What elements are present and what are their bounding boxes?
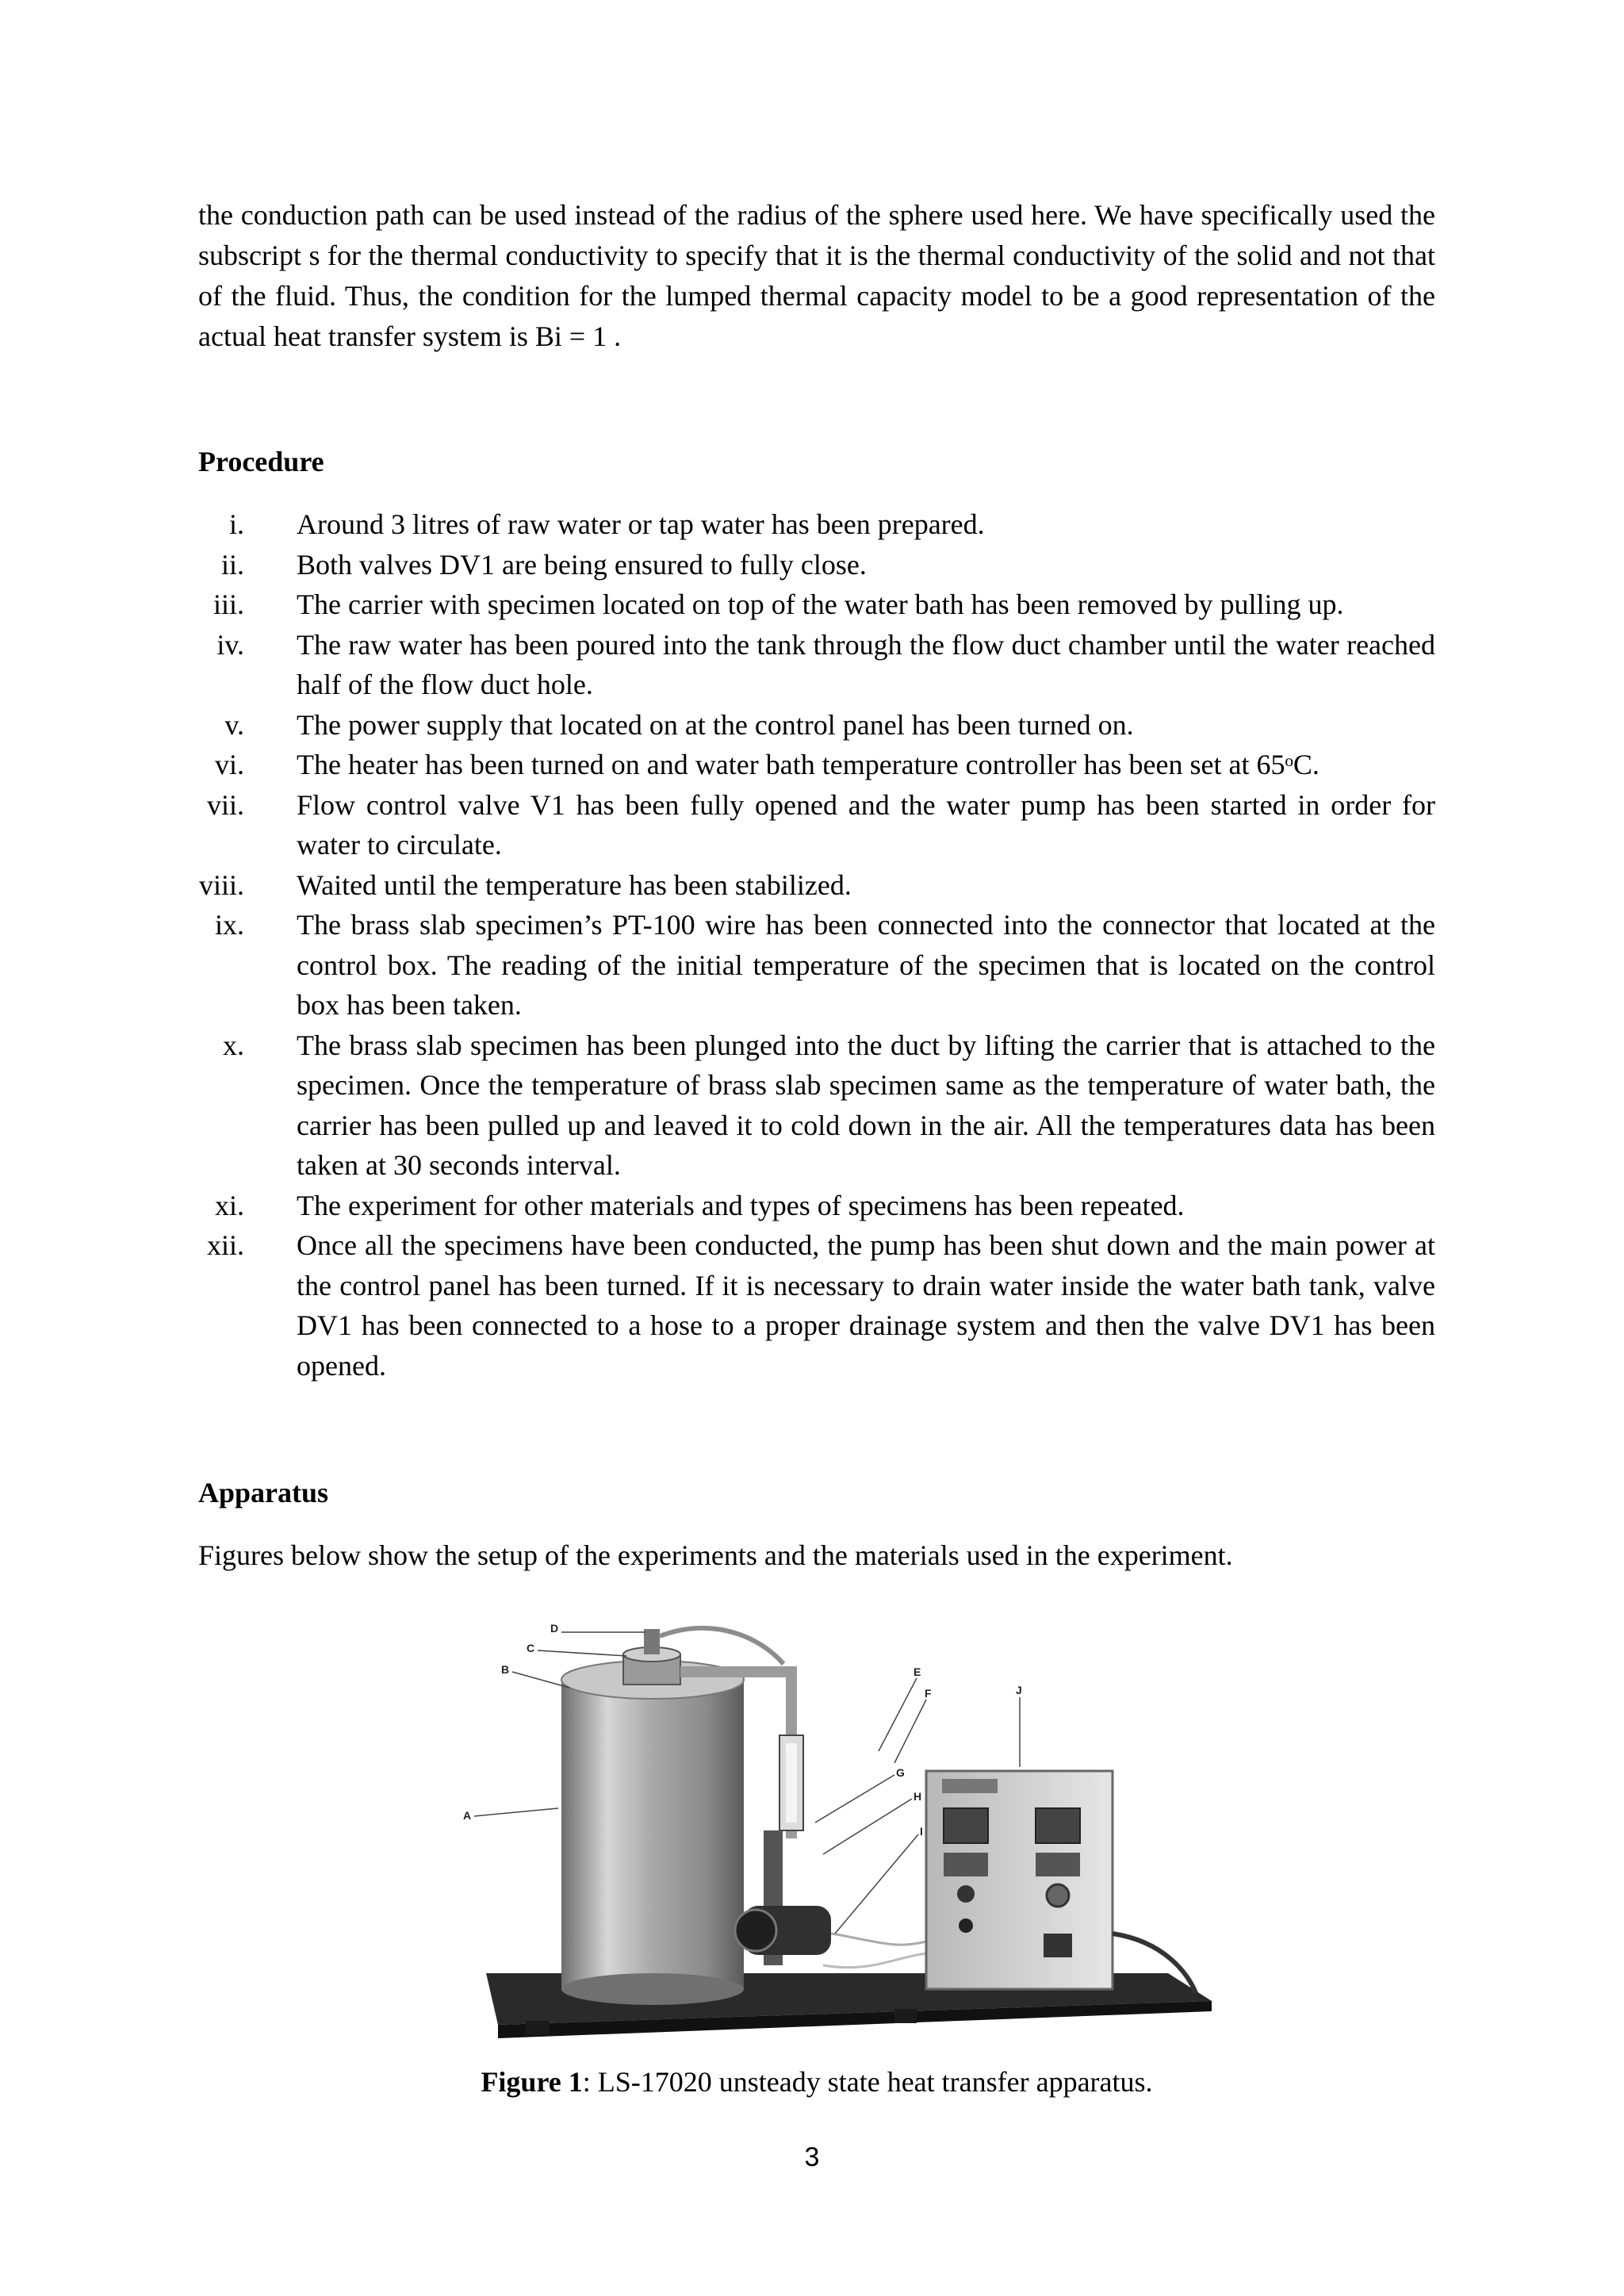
figure-label: C [527,1642,535,1654]
figure-label: A [463,1809,472,1822]
step-number: x. [223,1029,244,1061]
figure-label: I [920,1825,923,1838]
procedure-step [198,1225,1435,1386]
procedure-list [198,504,1435,1386]
temperature-controller-1 [944,1808,988,1843]
procedure-step [198,1186,1435,1226]
step-text: Both valves DV1 are being ensured to fully close. [297,548,867,581]
procedure-step [198,545,1435,585]
step-number: viii. [198,868,244,901]
procedure-step [198,504,1435,545]
step-number: i. [228,508,244,540]
step-text: The heater has been turned on and water bath temperature controller has been set at 65ᵒC. [297,749,1320,780]
procedure-step [198,785,1435,865]
procedure-step [198,905,1435,1025]
step-text: Waited until the temperature has been stabilized. [297,868,852,901]
procedure-heading: Procedure [198,446,324,477]
figure-label: G [896,1766,905,1779]
apparatus-figure [450,1600,1228,2045]
step-text: The brass slab specimen has been plunged into the duct by lifting the carrier that is attached to the specimen. Once the temperature of brass slab specimen same as the temperature of water bath, the carrier has been pulled up and leaved it to cold down in the air. All the temperatures data has been taken at 30 seconds interval. [297,1029,1435,1181]
step-number: vi. [214,749,244,780]
step-number: iii. [213,588,244,620]
figure-label: J [1016,1684,1022,1696]
procedure-step [198,585,1435,625]
step-text: Around 3 litres of raw water or tap water has been prepared. [297,508,985,540]
step-text: The brass slab specimen’s PT-100 wire has been connected into the connector that located at the control box. The reading of the initial temperature of the specimen that is located on the control box has been taken. [297,909,1435,1021]
page-number: 3 [804,2142,820,2172]
step-number: iv. [216,628,244,661]
step-text: The power supply that located on at the control panel has been turned on. [297,708,1134,741]
control-box [926,1771,1113,1989]
step-text: The carrier with specimen located on top of the water bath has been removed by pulling up. [297,588,1344,620]
apparatus-heading: Apparatus [198,1477,329,1508]
figure-caption [198,2062,1435,2102]
figure-label: B [501,1663,510,1676]
procedure-step [198,865,1435,906]
figure-label: F [925,1687,932,1700]
intro-paragraph: the conduction path can be used instead of the radius of the sphere used here. We have specifically used the subscript s for the thermal conductivity to specify that it is the thermal conductivity of the solid and not that of the fluid. Thus, the condition for the lumped thermal capacity model to be a good representation of the actual heat transfer system is Bi = 1 . [198,199,1435,352]
procedure-step [198,625,1435,705]
procedure-step [198,745,1435,785]
step-number: xi. [214,1189,244,1221]
figure-label: D [550,1622,559,1635]
apparatus-text: Figures below show the setup of the experiments and the materials used in the experiment. [198,1539,1233,1571]
step-number: ii. [220,548,244,581]
step-text: Flow control valve V1 has been fully opened and the water pump has been started in order for water to circulate. [297,788,1435,861]
water-bath-tank [561,1680,744,1989]
procedure-step [198,1025,1435,1186]
figure-label: H [914,1790,922,1803]
step-number: vii. [206,788,244,821]
caption-text: : LS-17020 unsteady state heat transfer apparatus. [582,2066,1153,2098]
step-text: The raw water has been poured into the tank through the flow duct chamber until the water reached half of the flow duct hole. [297,628,1435,700]
figure-label: E [914,1665,921,1678]
step-number: xii. [206,1229,244,1261]
procedure-step [198,705,1435,746]
step-number: v. [224,708,244,741]
step-text: Once all the specimens have been conducted, the pump has been shut down and the main power at the control panel has been turned. If it is necessary to drain water inside the water bath tank, valve DV1 has been connected to a hose to a proper drainage system and then the valve DV1 has been opened. [297,1229,1435,1382]
apparatus-photo [450,1600,1228,2045]
caption-label: Figure 1 [481,2066,583,2098]
specimen-carrier [644,1629,660,1654]
step-text: The experiment for other materials and types of specimens has been repeated. [297,1189,1185,1221]
power-switch [1047,1884,1069,1907]
control-knob [957,1885,975,1903]
temperature-controller-2 [1036,1808,1080,1843]
step-number: ix. [214,909,244,941]
